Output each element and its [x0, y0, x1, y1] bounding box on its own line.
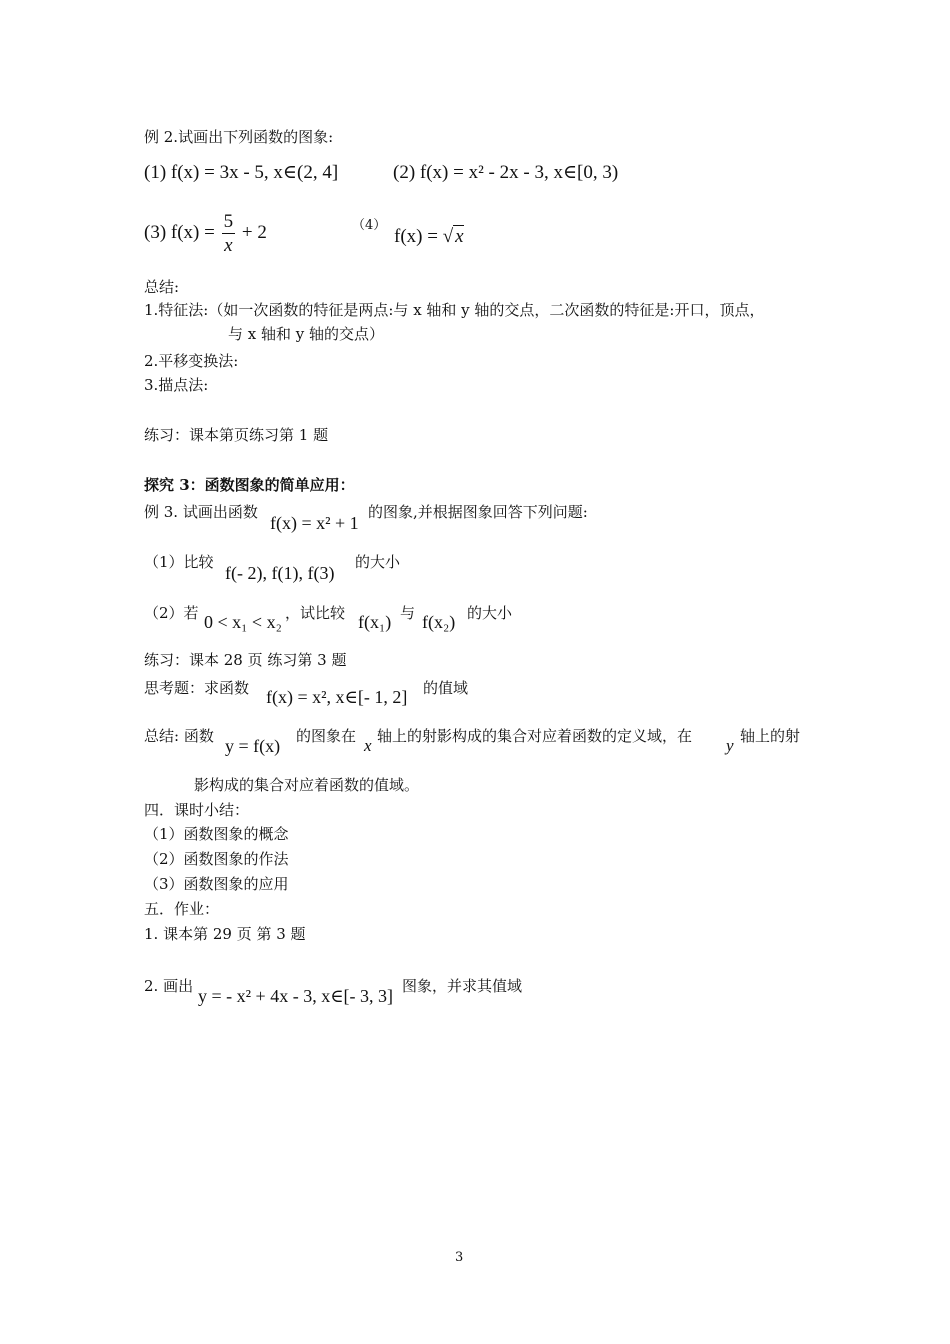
- practice-2: 练习：课本 28 页 练习第 3 题: [144, 651, 347, 669]
- sqrt-sign: √: [442, 226, 454, 247]
- question-2-condition: 0 < x₁ < x₂: [204, 612, 282, 632]
- formula-2: (2) f(x) = x² - 2x - 3, x∈[0, 3): [393, 162, 619, 183]
- example3-pre: 例 3. 试画出函数: [144, 503, 258, 521]
- formula-3-prefix: (3) f(x) =: [144, 221, 215, 243]
- lesson-summary-heading: 四．课时小结：: [144, 801, 250, 819]
- think-pre: 思考题：求函数: [144, 679, 250, 697]
- page-number: 3: [455, 1250, 464, 1265]
- homework-item-1: 1. 课本第 29 页 第 3 题: [144, 925, 306, 943]
- formula-3-fraction: [222, 212, 236, 255]
- summary2-expr: y = f(x): [225, 736, 281, 756]
- homework-item-2-post: 图象，并求其值域: [402, 977, 523, 995]
- summary2-mid3: 轴上的射: [740, 727, 801, 745]
- question-2-and: 与: [400, 604, 416, 622]
- lesson-summary-item: （3）函数图象的应用: [144, 875, 289, 893]
- summary2-x: x: [364, 736, 372, 755]
- example2-title: 例 2.试画出下列函数的图象:: [144, 128, 334, 146]
- summary2-mid2: 轴上的射影构成的集合对应着函数的定义域，在: [377, 727, 693, 745]
- think-expr: f(x) = x², x∈[- 1, 2]: [266, 687, 408, 707]
- formula-1: (1) f(x) = 3x - 5, x∈(2, 4]: [144, 162, 339, 183]
- formula-3: [144, 212, 267, 255]
- formula-4-prefix: f(x) =: [394, 226, 438, 247]
- summary2-cont: 影构成的集合对应着函数的值域。: [194, 776, 420, 794]
- formula-4-label: （4）: [352, 218, 387, 233]
- lesson-summary-item: （1）函数图象的概念: [144, 825, 289, 843]
- summary-item-1-cont: 与 x 轴和 y 轴的交点）: [228, 325, 385, 343]
- formula-4-radicand: x: [455, 226, 464, 247]
- example3-post: 的图象,并根据图象回答下列问题:: [368, 503, 588, 521]
- question-2-post: 的大小: [467, 604, 513, 622]
- summary-heading: 总结:: [144, 278, 180, 296]
- summary2-mid1: 的图象在: [296, 727, 357, 745]
- explore3-heading: 探究 3：函数图象的简单应用：: [144, 476, 355, 494]
- summary-item-1: 1.特征法:（如一次函数的特征是两点:与 x 轴和 y 轴的交点，二次函数的特征是:开口，顶点，: [144, 301, 765, 319]
- formula-3-suffix: + 2: [241, 221, 267, 243]
- formula-3-denominator: x: [222, 233, 236, 255]
- example3-func: f(x) = x² + 1: [270, 513, 359, 533]
- formula-4: [394, 225, 464, 249]
- formula-3-numerator: 5: [223, 211, 234, 232]
- summary-item-2: 2.平移变换法:: [144, 352, 239, 370]
- practice-1: 练习：课本第页练习第 1 题: [144, 426, 329, 444]
- summary-item-3: 3.描点法:: [144, 376, 209, 394]
- summary2-pre: 总结: 函数: [144, 727, 214, 745]
- homework-heading: 五．作业：: [144, 900, 220, 918]
- lesson-summary-item: （2）函数图象的作法: [144, 850, 289, 868]
- question-1-pre: （1）比较: [144, 553, 214, 571]
- question-1-post: 的大小: [355, 553, 401, 571]
- summary2-y: y: [726, 736, 734, 755]
- question-2-mid: ，试比较: [285, 604, 346, 622]
- homework-item-2-expr: y = - x² + 4x - 3, x∈[- 3, 3]: [198, 986, 393, 1006]
- question-1-expr: f(- 2), f(1), f(3): [225, 563, 335, 583]
- think-post: 的值域: [423, 679, 469, 697]
- question-2-pre: （2）若: [144, 604, 199, 622]
- homework-item-2-pre: 2. 画出: [144, 977, 194, 995]
- question-2-a: f(x₁): [358, 612, 392, 632]
- question-2-b: f(x₂): [422, 612, 456, 632]
